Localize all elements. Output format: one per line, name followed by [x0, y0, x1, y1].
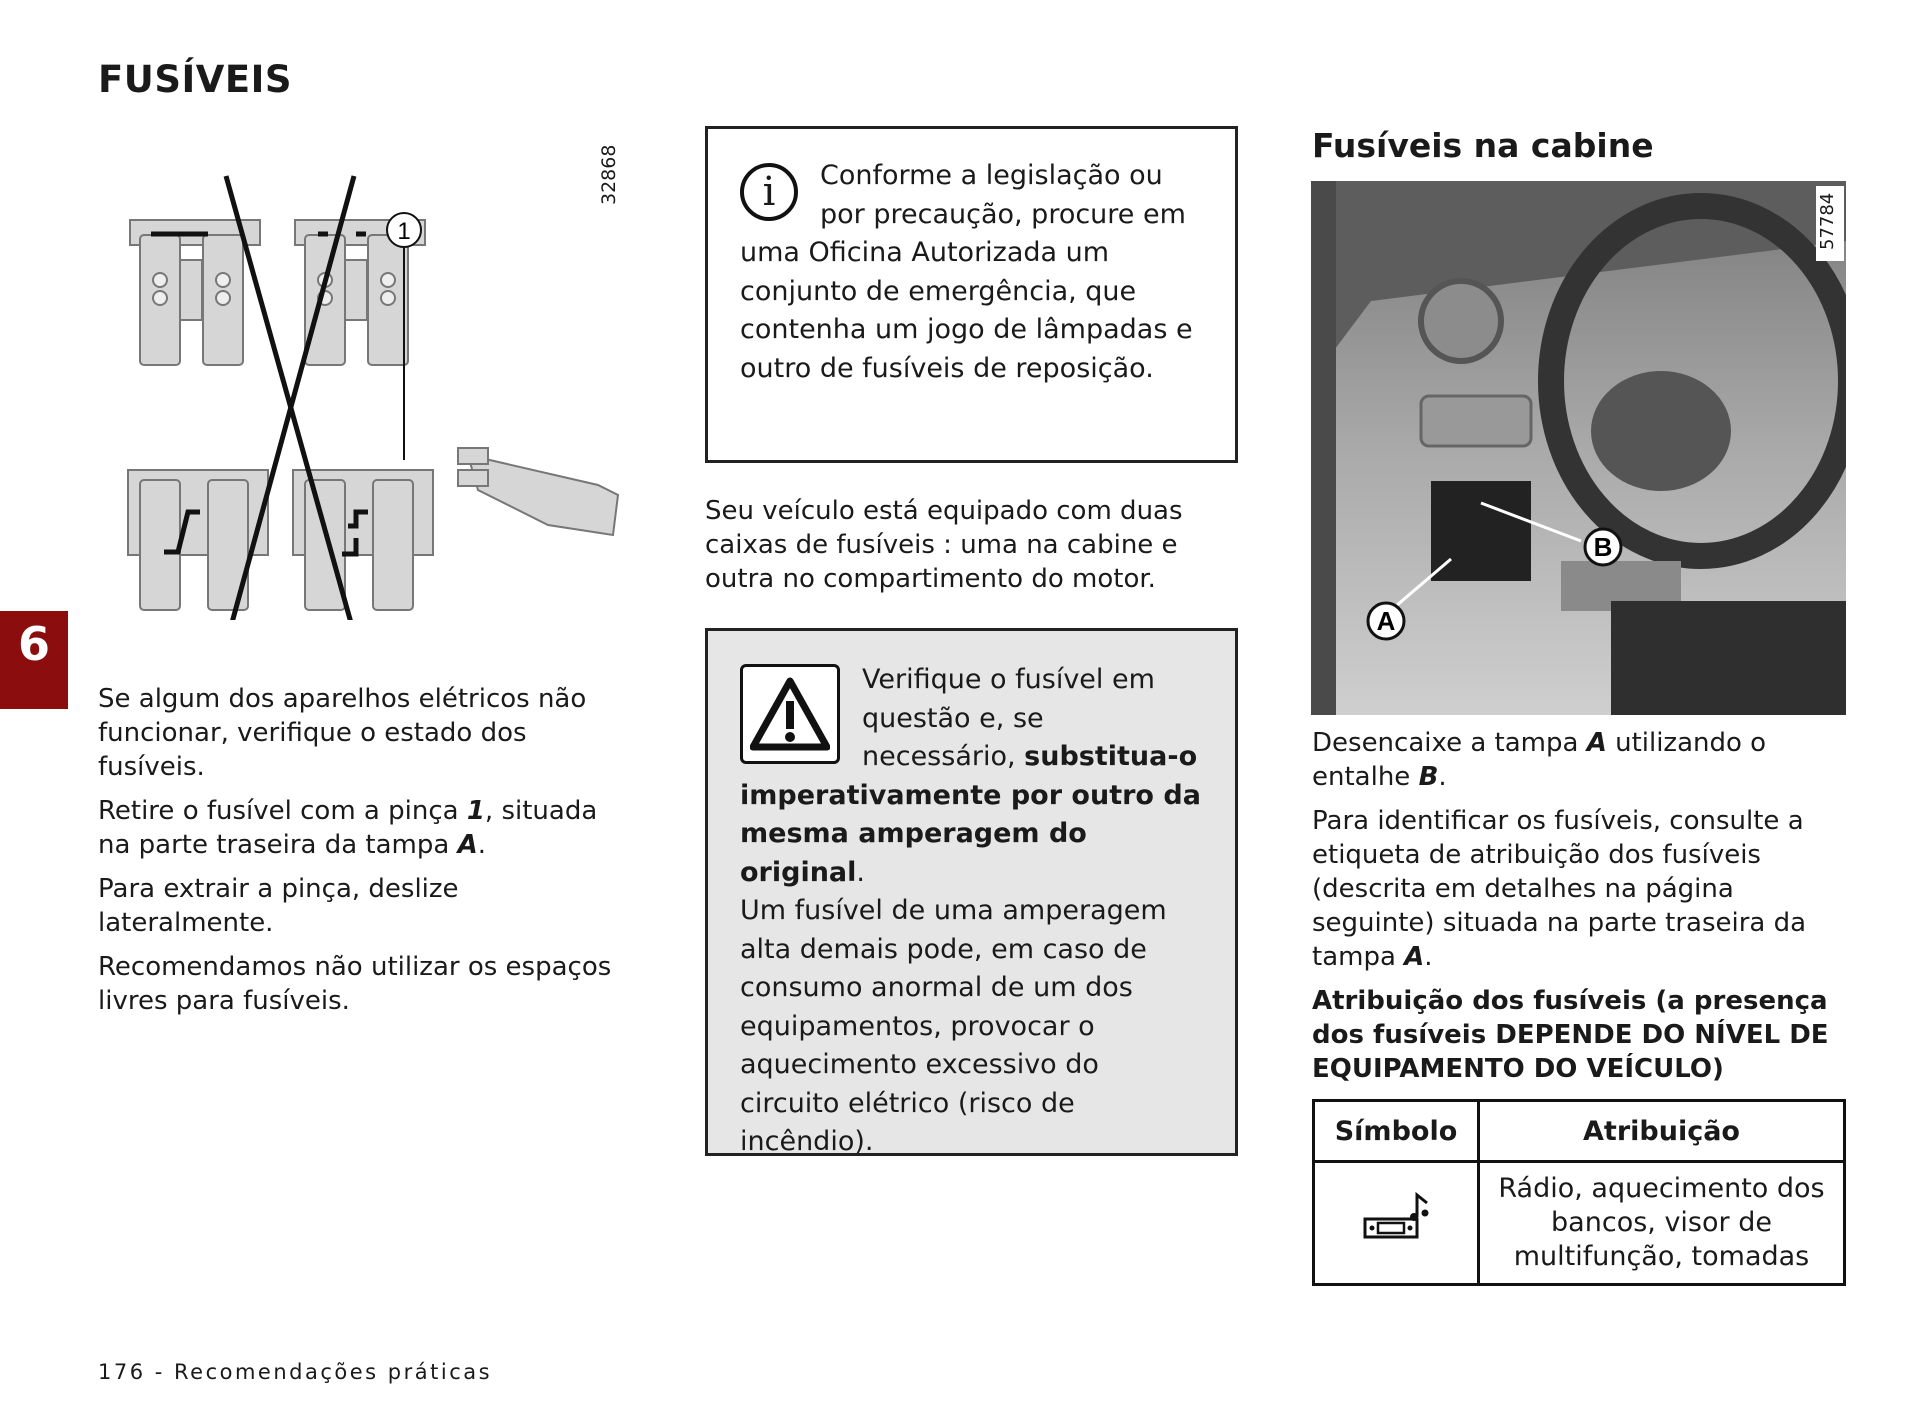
fuse-illustration [118, 140, 628, 620]
symbol-cell [1314, 1162, 1479, 1285]
page-footer: 176 - Recomendações práticas [98, 1360, 493, 1384]
fuse-puller-tweezers [458, 448, 618, 535]
fuse-assignment-table [1312, 1099, 1846, 1286]
right-text [1312, 726, 1852, 1096]
table-caption: Atribuição dos fusíveis (a presença dos fusíveis DEPENDE DO NÍVEL DE EQUIPAMENTO DO VEÍCULO) [1312, 986, 1829, 1084]
fuse-good-top [130, 220, 260, 365]
paragraph: Se algum dos aparelhos elétricos não funcionar, verifique o estado dos fusíveis. [98, 684, 587, 782]
paragraph: Para extrair a pinça, deslize lateralmente. [98, 874, 459, 938]
left-text [98, 682, 628, 1028]
info-icon: i [740, 163, 798, 221]
callout-1: 1 [397, 218, 411, 245]
assignment-cell: Rádio, aquecimento dos bancos, visor de multifunção, tomadas [1479, 1162, 1845, 1285]
figure-code: 32868 [598, 144, 620, 205]
page-title: FUSÍVEIS [98, 58, 293, 101]
table-row [1314, 1162, 1845, 1285]
warning-icon [740, 664, 840, 764]
column-header: Atribuição [1479, 1101, 1845, 1162]
paragraph: Para identificar os fusíveis, consulte a etiqueta de atribuição dos fusíveis (descrita em detalhes na página seguinte) situada na parte traseira da tampa A. [1312, 806, 1807, 972]
label-b: B [1593, 532, 1613, 562]
paragraph: Seu veículo está equipado com duas caixas de fusíveis : uma na cabine e outra no compartimento do motor. [705, 496, 1183, 594]
paragraph: Retire o fusível com a pinça 1, situada na parte traseira da tampa A. [98, 796, 598, 860]
paragraph: Desencaixe a tampa A utilizando o entalhe B. [1312, 728, 1767, 792]
column-header: Símbolo [1314, 1101, 1479, 1162]
paragraph: Recomendamos não utilizar os espaços livres para fusíveis. [98, 952, 612, 1016]
warning-box: Verifique o fusível em questão e, se necessário, substitua-o imperativamente por outro da mesma amperagem do original. Um fusível de uma amperagem alta demais pode, em caso de consumo anormal de um dos equipamentos, provocar o aquecimento excessivo do circuito elétrico (risco de incêndio). [705, 628, 1238, 1156]
info-text: Conforme a legislação ou por precaução, procure em uma Oficina Autorizada um conjunto de emergência, que contenha um jogo de lâmpadas e outro de fusíveis de reposição. [740, 160, 1193, 384]
section-heading: Fusíveis na cabine [1312, 126, 1654, 165]
label-a: A [1376, 606, 1396, 636]
figure-code: 57784 [1817, 192, 1838, 250]
cabin-photo [1311, 181, 1846, 715]
chapter-tab: 6 [0, 611, 68, 709]
info-note-box [705, 126, 1238, 463]
radio-music-icon [1361, 1191, 1431, 1246]
warning-bold: substitua-o imperativamente por outro da mesma amperagem do original [740, 741, 1201, 888]
fuse-good-bottom [128, 470, 268, 610]
